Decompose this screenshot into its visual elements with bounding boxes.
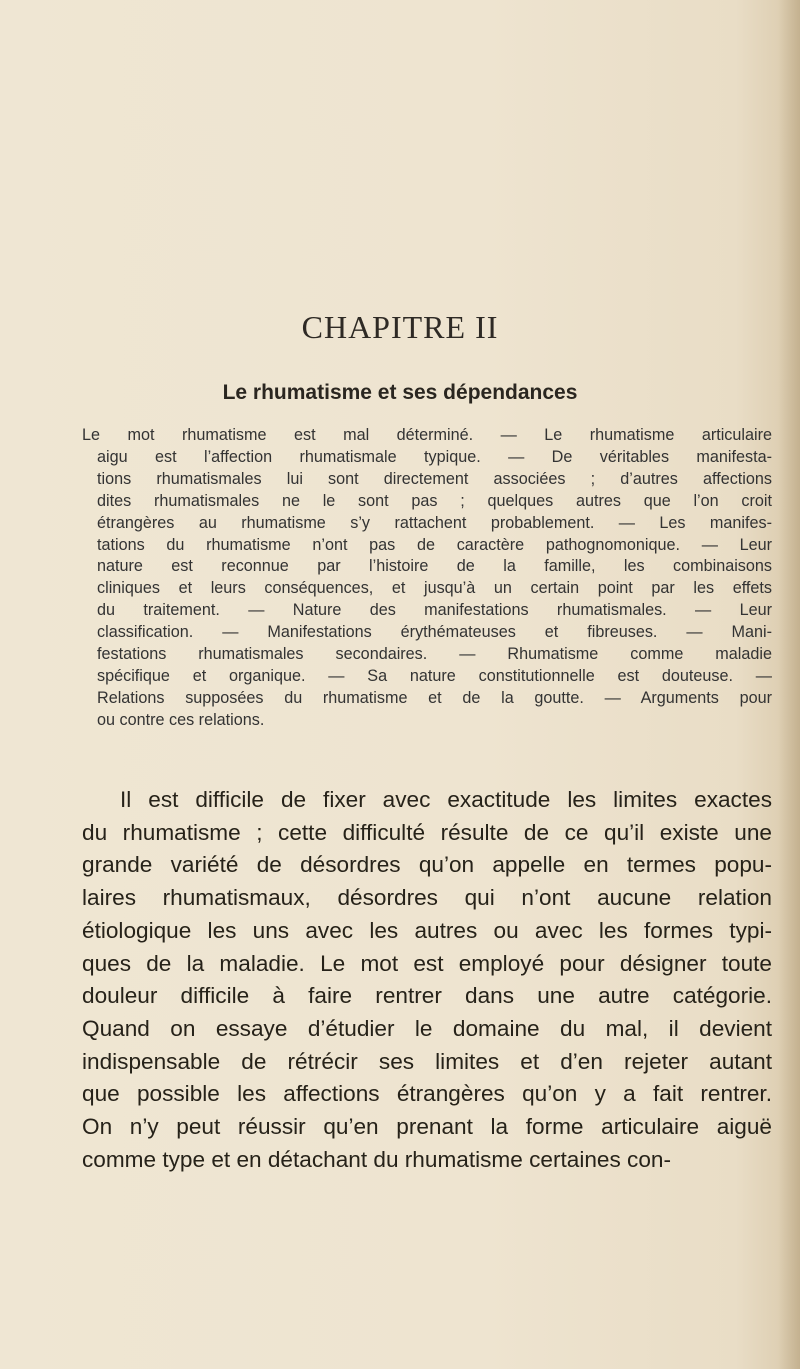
chapter-subtitle: Le rhumatisme et ses dépendances — [222, 381, 578, 404]
summary-line: spécifique et organique. — Sa nature constitutionnelle est douteuse. — — [97, 666, 772, 685]
body-line: indispensable de rétrécir ses limites et d’en rejeter autant — [82, 1048, 772, 1074]
summary-line: Le mot rhumatisme est mal déterminé. — Le rhumatisme articulaire — [82, 426, 772, 444]
summary-line: du traitement. — Nature des manifestations rhumatismales. — Leur — [97, 601, 772, 620]
summary-line: Relations supposées du rhumatisme et de la goutte. — Arguments pour — [97, 688, 772, 707]
body-line: douleur difficile à faire rentrer dans une autre catégorie. — [82, 983, 772, 1009]
summary-line: dites rhumatismales ne le sont pas ; quelques autres que l’on croit — [97, 491, 772, 510]
summary-line: nature est reconnue par l’histoire de la famille, les combinaisons — [97, 557, 772, 576]
chapter-heading: CHAPITRE II — [301, 309, 499, 345]
body-line: grande variété de désordres qu’on appelle en termes popu- — [82, 852, 772, 878]
summary-line: festations rhumatismales secondaires. — Rhumatisme comme maladie — [97, 645, 772, 664]
body-line: laires rhumatismaux, désordres qui n’ont aucune relation — [82, 885, 772, 911]
summary-line: ou contre ces relations. — [97, 710, 265, 729]
body-paragraph — [82, 784, 772, 1176]
summary-line: étrangères au rhumatisme s’y rattachent probablement. — Les manifes- — [97, 513, 772, 532]
body-line: comme type et en détachant du rhumatisme certaines con- — [82, 1146, 671, 1172]
page-edge-shadow — [778, 0, 800, 1369]
body-line: du rhumatisme ; cette difficulté résulte de ce qu’il existe une — [82, 819, 772, 845]
summary-line: classification. — Manifestations érythémateuses et fibreuses. — Mani- — [97, 623, 772, 642]
body-line: On n’y peut réussir qu’en prenant la forme articulaire aiguë — [82, 1114, 772, 1140]
body-line: Quand on essaye d’étudier le domaine du mal, il devient — [82, 1015, 772, 1041]
body-line: que possible les affections étrangères qu’on y a fait rentrer. — [82, 1081, 772, 1107]
summary-line: aigu est l’affection rhumatismale typique. — De véritables manifesta- — [97, 447, 772, 466]
body-line: ques de la maladie. Le mot est employé pour désigner toute — [82, 950, 772, 976]
chapter-summary — [82, 425, 772, 732]
summary-line: tions rhumatismales lui sont directement associées ; d’autres affections — [97, 469, 772, 488]
body-line: Il est difficile de fixer avec exactitude les limites exactes — [120, 787, 772, 812]
body-line: étiologique les uns avec les autres ou avec les formes typi- — [82, 917, 772, 943]
summary-line: cliniques et leurs conséquences, et jusqu’à un certain point par les effets — [97, 579, 772, 598]
summary-line: tations du rhumatisme n’ont pas de caractère pathognomonique. — Leur — [97, 535, 772, 554]
